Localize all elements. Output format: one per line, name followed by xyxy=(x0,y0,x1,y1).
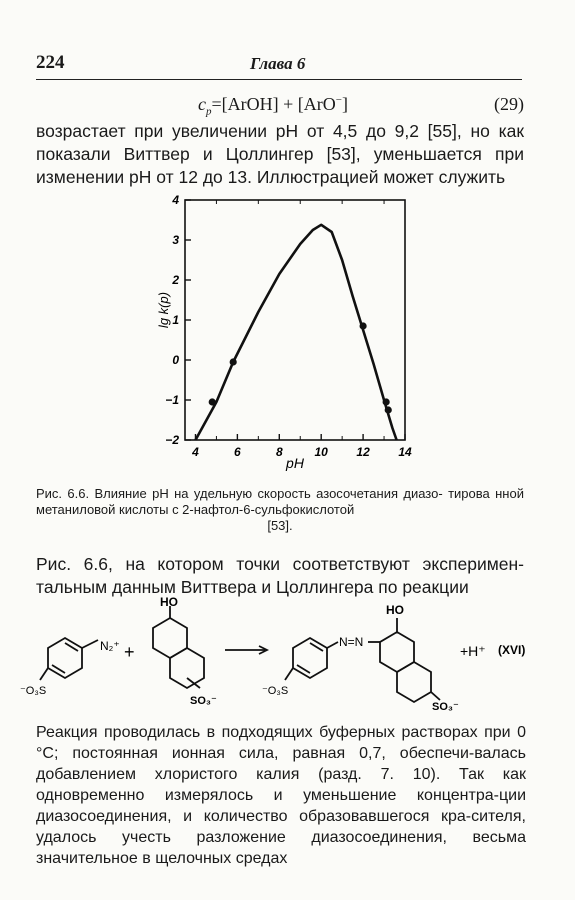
diazonium-label: N₂⁺ xyxy=(100,639,120,653)
x-tick-label: 10 xyxy=(314,445,328,459)
x-tick-label: 8 xyxy=(275,445,283,459)
y-axis-label: lg k(p) xyxy=(156,291,171,329)
paragraph-3: Реакция проводилась в подходящих буферных растворах при 0 °С; постоянная ионная сила, равная 0,7, обеспечи-валась добавлением хлористого калия (разд. 7. 10). Так как одновременно измерялось и уменьшение концентра-ции диазосоединения, и количество образовавшегося кра-сителя, удалось учесть разложение диазосоединения, весьма значительное в щелочных средах xyxy=(36,724,526,867)
data-point xyxy=(383,398,390,405)
o3s-label-1: ⁻O₃S xyxy=(20,685,47,697)
data-point xyxy=(209,398,216,405)
so3-label-1: SO₃⁻ xyxy=(190,695,217,707)
data-point xyxy=(230,358,237,365)
y-tick-label: −1 xyxy=(165,393,179,407)
y-tick-label: 2 xyxy=(172,273,179,287)
naphthalene-ring-1b xyxy=(170,648,204,688)
y-tick-label: 0 xyxy=(172,353,179,367)
equation: $c_p=[ArOH] + [ArO^-]$ xyxy=(198,94,348,118)
plus-sign: + xyxy=(124,642,135,662)
figure-caption xyxy=(36,486,524,534)
paragraph-1: возрастает при увеличении pH от 4,5 до 9,2 [55], но как показали Виттвер и Цоллингер [53], уменьшается при изменении pH от 12 до 13. Иллюстрацией может служить xyxy=(36,121,524,187)
y-tick-label: 3 xyxy=(172,233,179,247)
ph-rate-chart xyxy=(150,185,410,480)
series-curve xyxy=(196,225,397,440)
chapter-title: Глава 6 xyxy=(250,54,306,73)
y-tick-label: 4 xyxy=(172,193,179,207)
ho-label-1: HO xyxy=(160,595,178,609)
data-point xyxy=(385,406,392,413)
axis-ticks xyxy=(165,193,412,459)
page-number: 224 xyxy=(36,52,65,73)
paragraph-2: Рис. 6.6, на котором точки соответствуют эксперимен-тальным данным Виттвера и Цоллингера по реакции xyxy=(36,554,524,597)
ho-label-2: HO xyxy=(386,603,404,617)
naphthalene-ring-2b xyxy=(397,662,431,702)
y-tick-label: 1 xyxy=(172,313,179,327)
proton-label: +H⁺ xyxy=(460,643,486,659)
data-point xyxy=(359,322,366,329)
plot-frame xyxy=(185,200,405,440)
equation-number: (29) xyxy=(494,94,524,114)
y-tick-label: −2 xyxy=(165,433,179,447)
reaction-scheme xyxy=(20,595,560,713)
x-axis-label: pH xyxy=(286,455,304,471)
header-rule xyxy=(36,79,522,80)
caption-line-3: [53]. xyxy=(267,518,293,533)
azo-label: N=N xyxy=(339,635,364,649)
x-tick-label: 12 xyxy=(356,445,370,459)
so3-label-2: SO₃⁻ xyxy=(432,701,459,713)
reaction-number: (XVI) xyxy=(498,643,526,657)
x-tick-label: 14 xyxy=(398,445,412,459)
x-tick-label: 6 xyxy=(234,445,241,459)
caption-line-1: Рис. 6.6. Влияние pH на удельную скорость азосочетания диазо- xyxy=(36,486,443,501)
x-tick-label: 4 xyxy=(192,445,199,459)
o3s-label-2: ⁻O₃S xyxy=(262,685,289,697)
caption-line-2: тирова нной метаниловой кислоты с 2-нафтол-6-сульфокислотой xyxy=(36,486,524,517)
